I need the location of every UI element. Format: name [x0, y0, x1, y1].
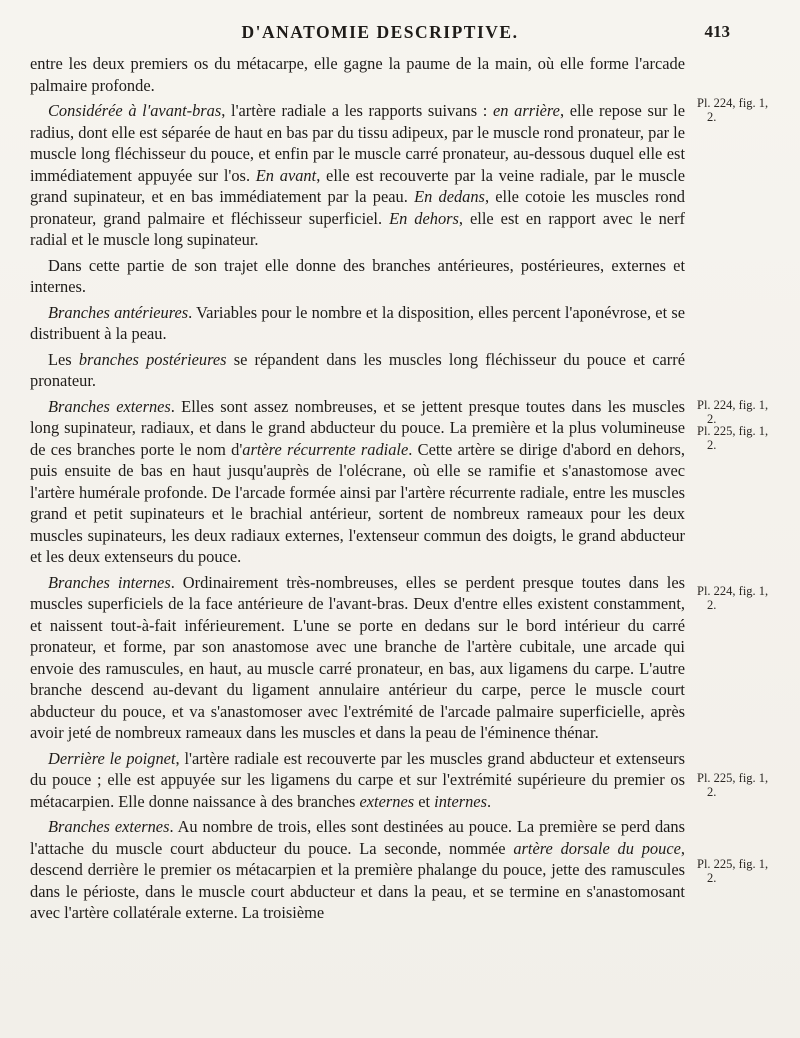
margin-note	[697, 584, 787, 612]
page-number: 413	[704, 22, 730, 41]
paragraph-text: , l'artère radiale est recouverte par les muscles grand abducteur et extenseurs du pouce ; elle est appuyée sur les ligamens du carpe et sur l'extrémité supérieure du premier os métacarpien. Elle donne naissance à des branches	[30, 748, 685, 811]
page-header	[30, 22, 730, 48]
margin-note-ref: Pl. 225, fig. 1,	[697, 857, 769, 871]
margin-note	[697, 424, 787, 452]
paragraph-3	[30, 255, 685, 298]
paragraph-text: . Elles sont assez nombreuses, et se jettent presque toutes dans les muscles long supinateur, radiaux, et dans le grand abducteur du pouce. La première et la plus volumineuse de ces branches porte le nom d'	[30, 396, 685, 459]
paragraph-text: . Cette artère se dirige d'abord en dehors, puis ensuite de bas en haut jusqu'auprès de l'olécrane, où elle se ramifie et s'anastomose avec l'artère humérale profonde. De l'arcade formée ainsi par l'artère récurrente radiale, entre les muscles grand et petit supinateurs et le brachial antérieur, sortent de nombreux rameaux pour les deux muscles supinateurs, les deux radiaux externes, l'extenseur commun des doigts, le grand abducteur et les deux extenseurs du pouce.	[30, 439, 686, 566]
paragraph-1	[30, 53, 685, 96]
paragraph-emphasis: En dehors	[389, 208, 459, 228]
paragraph-text: . Variables pour le nombre et la disposition, elles percent l'aponévrose, et se distribuent à la peau.	[30, 302, 685, 343]
paragraph-5	[30, 349, 685, 392]
paragraph-8	[30, 748, 685, 813]
paragraph-text: .	[486, 791, 492, 811]
margin-note-ref: Pl. 224, fig. 1,	[697, 96, 769, 110]
paragraph-6	[30, 396, 685, 568]
margin-note-ref-cont: 2.	[707, 871, 717, 885]
paragraph-7	[30, 572, 685, 744]
paragraph-lead: Derrière le poignet	[48, 748, 176, 768]
paragraph-text: et	[414, 791, 435, 811]
paragraph-text: se répandent dans les muscles long fléchisseur du pouce et carré pronateur.	[30, 349, 685, 390]
margin-note-ref-cont: 2.	[707, 110, 717, 124]
paragraph-emphasis: artère dorsale du pouce	[513, 838, 681, 858]
margin-note-ref-cont: 2.	[707, 598, 717, 612]
paragraph-emphasis: En avant	[255, 165, 317, 185]
paragraph-emphasis: externes	[359, 791, 415, 811]
paragraph-text: . Ordinairement très-nombreuses, elles se perdent presque toutes dans les muscles superficiels de la face antérieure de l'avant-bras. Deux d'entre elles existent constamment, et naissent tout-à-fait inférieurement. L'une se porte en dedans sur le bord intérieur du carré pronateur, et forme, par son anastomose avec une branche de l'artère cubitale, une arcade qui envoie des ramuscules, en haut, au muscle carré pronateur, en bas, aux ligamens du carpe. L'autre branche descend au-devant du ligament annulaire antérieur du carpe, perce le muscle court abducteur du pouce, et va s'anastomoser avec l'extrémité de l'arcade palmaire superficielle, après avoir jeté de nombreux rameaux dans les muscles et dans la peau de l'éminence thénar.	[30, 572, 685, 742]
margin-note	[697, 96, 787, 124]
margin-note-ref: Pl. 225, fig. 1,	[697, 424, 769, 438]
paragraph-lead: Branches internes	[48, 572, 171, 592]
paragraph-text: , elle repose sur le radius, dont elle est séparée de haut en bas par du tissu adipeux, par le muscle rond pronateur, par le muscle long fléchisseur du pouce, et enfin par le muscle carré pronateur, au-dessous duquel elle est immédiatement appuyée sur l'os.	[30, 101, 685, 185]
paragraph-text: , elle est en rapport avec le nerf radial et le muscle long supinateur.	[30, 208, 685, 249]
paragraph-text: , elle cotoie les muscles rond pronateur, grand palmaire et fléchisseur superficiel.	[30, 187, 685, 228]
paragraph-emphasis: En dedans	[414, 187, 485, 206]
margin-note-ref-cont: 2.	[707, 785, 717, 799]
paragraph-emphasis: artère récurrente radiale	[242, 439, 409, 459]
margin-note-ref: Pl. 225, fig. 1,	[697, 771, 769, 785]
margin-note-ref-cont: 2.	[707, 412, 717, 426]
paragraph-text: entre les deux premiers os du métacarpe, elle gagne la paume de la main, où elle forme l'arcade palmaire profonde.	[30, 54, 685, 95]
paragraph-4	[30, 302, 685, 345]
paragraph-emphasis: en arrière	[492, 101, 560, 120]
paragraph-2	[30, 100, 685, 251]
margin-note	[697, 857, 787, 885]
paragraph-text: , l'artère radiale a les rapports suivans :	[221, 101, 493, 120]
paragraph-text: , descend derrière le premier os métacarpien et la première phalange du pouce, jette des ramuscules dans le périoste, dans le muscle court abducteur et dans la peau, et se termine en s'anastomosant avec l'artère collatérale externe. La troisième	[30, 838, 685, 922]
paragraph-text: , elle est recouverte par la veine radiale, par le muscle grand supinateur, et en bas immédiatement par la peau.	[30, 165, 685, 206]
paragraph-9	[30, 816, 685, 924]
paragraph-lead: Branches externes	[48, 396, 171, 416]
paragraph-text: . Au nombre de trois, elles sont destinées au pouce. La première se perd dans l'attache du muscle court abducteur du pouce. La seconde, nommée	[30, 817, 685, 858]
paragraph-lead: Branches antérieures	[48, 302, 189, 322]
margin-note-ref: Pl. 224, fig. 1,	[697, 584, 769, 598]
paragraph-emphasis: internes	[434, 791, 487, 811]
paragraph-text: Les	[48, 349, 79, 369]
body-text	[30, 53, 685, 925]
paragraph-emphasis: branches postérieures	[78, 349, 227, 369]
margin-note-ref-cont: 2.	[707, 438, 717, 452]
paragraph-lead: Considérée à l'avant-bras	[48, 101, 222, 120]
margin-note-ref: Pl. 224, fig. 1,	[697, 398, 769, 412]
running-title: D'ANATOMIE DESCRIPTIVE.	[241, 22, 519, 42]
margin-note	[697, 398, 787, 426]
paragraph-lead: Branches externes	[48, 817, 170, 836]
paragraph-text: Dans cette partie de son trajet elle donne des branches antérieures, postérieures, externes et internes.	[30, 255, 685, 296]
margin-note	[697, 771, 787, 799]
